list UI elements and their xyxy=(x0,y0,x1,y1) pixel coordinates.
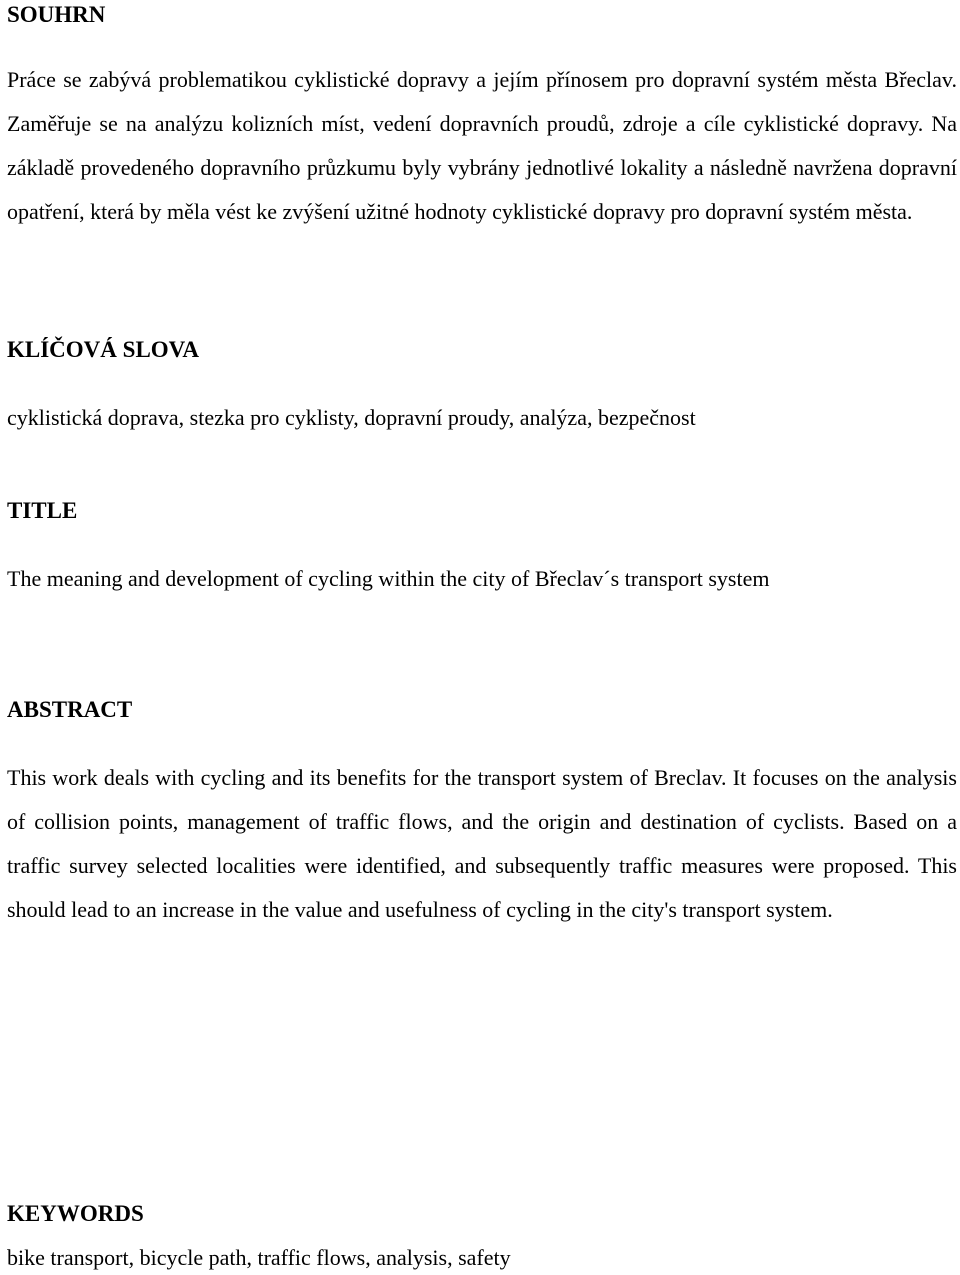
keywords-heading: KEYWORDS xyxy=(7,1201,144,1226)
keywords-text: bike transport, bicycle path, traffic flows, analysis, safety xyxy=(7,1245,511,1270)
klicova-slova-heading: KLÍČOVÁ SLOVA xyxy=(7,337,199,362)
klicova-slova-text: cyklistická doprava, stezka pro cyklisty, dopravní proudy, analýza, bezpečnost xyxy=(7,405,696,430)
abstract-body xyxy=(7,756,957,932)
klicova-slova-section xyxy=(7,337,957,363)
abstract-section xyxy=(7,697,957,723)
abstract-heading: ABSTRACT xyxy=(7,697,133,722)
klicova-slova-body xyxy=(7,404,957,432)
keywords-body xyxy=(7,1244,957,1272)
title-body xyxy=(7,565,957,593)
title-section xyxy=(7,498,957,524)
abstract-text: This work deals with cycling and its benefits for the transport system of Breclav. It focuses on the analysis of collision points, management of traffic flows, and the origin and destination of cyclists. Based on a traffic survey selected localities were identified, and subsequently traffic measures were proposed. This should lead to an increase in the value and usefulness of cycling in the city's transport system. xyxy=(7,765,957,922)
title-text: The meaning and development of cycling within the city of Břeclav´s transport system xyxy=(7,566,770,591)
souhrn-text: Práce se zabývá problematikou cyklistické dopravy a jejím přínosem pro dopravní systém města Břeclav. Zaměřuje se na analýzu kolizních míst, vedení dopravních proudů, zdroje a cíle cyklistické dopravy. Na základě provedeného dopravního průzkumu byly vybrány jednotlivé lokality a následně navržena dopravní opatření, která by měla vést ke zvýšení užitné hodnoty cyklistické dopravy pro dopravní systém města. xyxy=(7,67,957,224)
souhrn-heading: SOUHRN xyxy=(7,2,106,27)
souhrn-section xyxy=(7,2,957,28)
title-heading: TITLE xyxy=(7,498,78,523)
souhrn-body xyxy=(7,58,957,234)
keywords-section xyxy=(7,1201,957,1227)
